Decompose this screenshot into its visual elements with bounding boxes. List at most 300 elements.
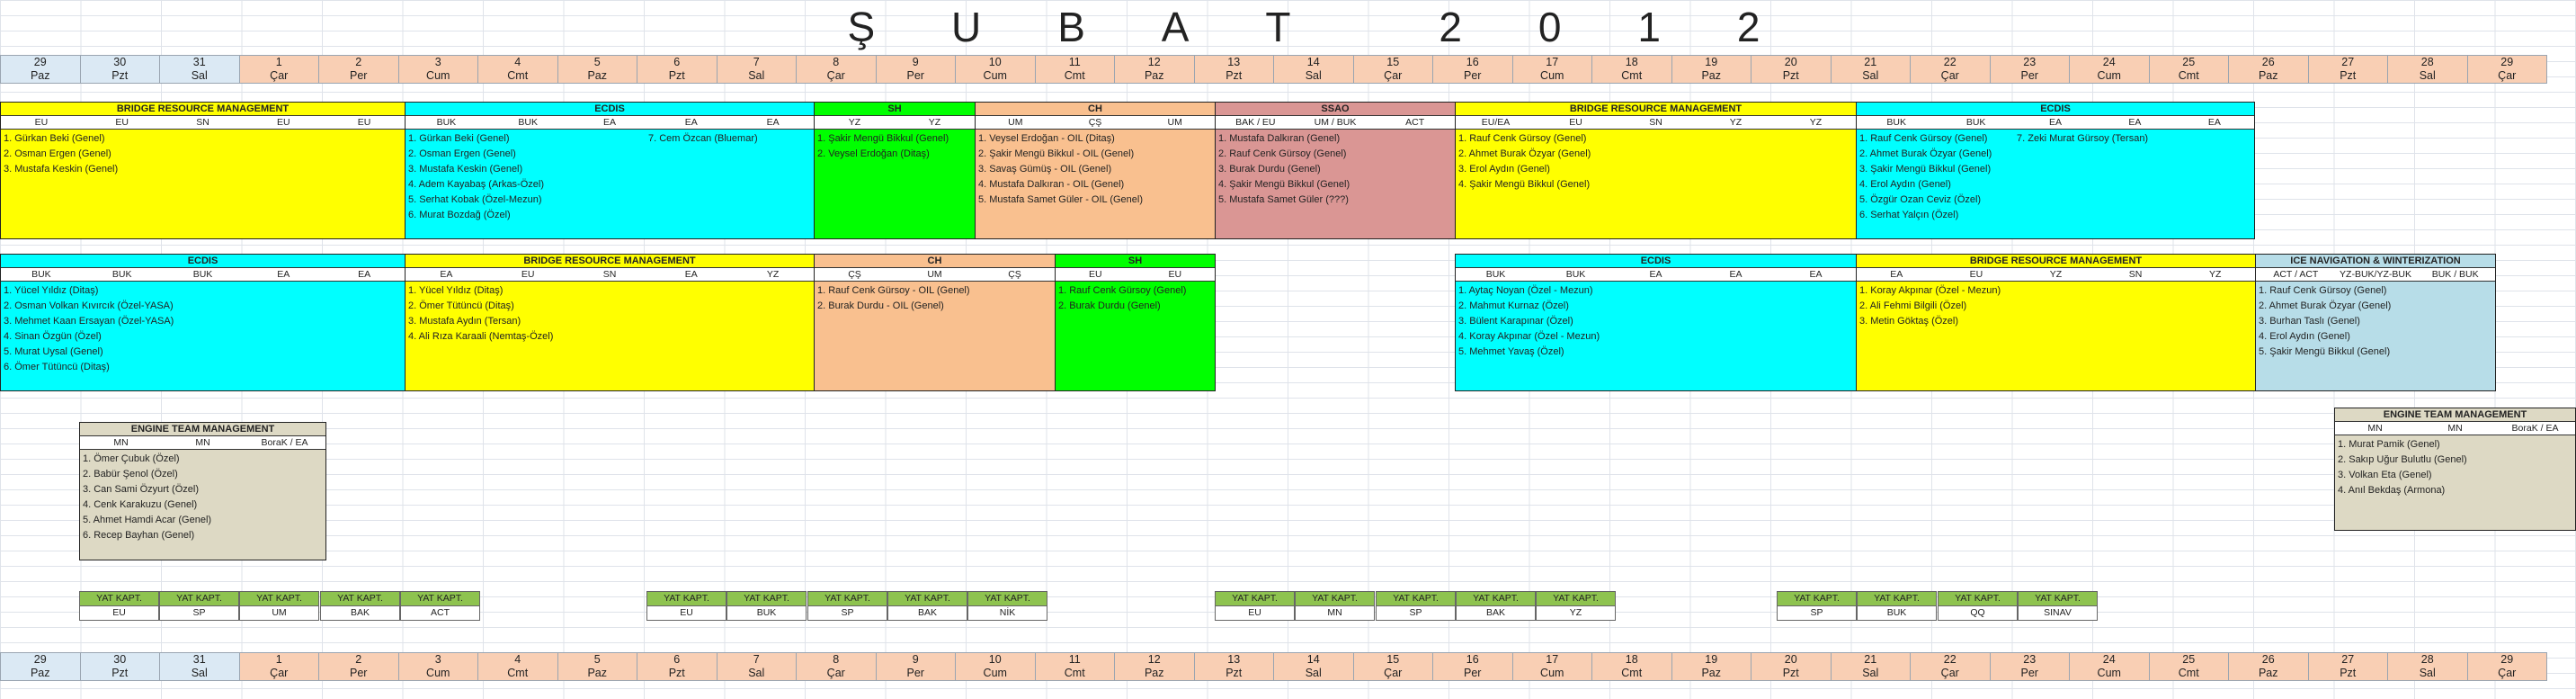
date-number: 1 — [275, 653, 282, 666]
weekday-label: Sal — [748, 667, 765, 679]
participant: 2. Ahmet Burak Özyar (Genel) — [2259, 300, 2392, 311]
instructor-codes — [1857, 116, 2254, 130]
yat-kapt-label: YAT KAPT. — [80, 592, 158, 606]
yat-kapt-cell — [400, 591, 480, 621]
weekday-label: Çar — [826, 667, 845, 679]
title-letter: A — [1161, 4, 1190, 50]
block-brm-3 — [405, 254, 815, 391]
course-title: SH — [815, 103, 975, 116]
date-cell[interactable] — [477, 55, 558, 84]
weekday-label: Cmt — [2178, 69, 2199, 82]
date-number: 16 — [1466, 56, 1479, 68]
date-cell[interactable] — [955, 652, 1036, 681]
date-cell[interactable] — [1194, 55, 1275, 84]
yat-kapt-cell — [726, 591, 807, 621]
course-title: CH — [976, 103, 1215, 116]
date-cell[interactable] — [1273, 652, 1354, 681]
date-cell[interactable] — [1751, 652, 1832, 681]
participant: 3. Savaş Gümüş - OIL (Genel) — [978, 163, 1112, 175]
yat-kapt-code: EU — [80, 606, 158, 620]
date-number: 23 — [2023, 653, 2037, 666]
date-number: 28 — [2420, 56, 2434, 68]
date-cell[interactable] — [1591, 652, 1672, 681]
date-number: 21 — [1864, 56, 1877, 68]
participant: 3. Mustafa Keskin (Genel) — [4, 163, 119, 175]
participant: 1. Gürkan Beki (Genel) — [4, 133, 105, 144]
yat-kapt-label: YAT KAPT. — [1296, 592, 1374, 606]
participant: 2. Burak Durdu - OIL (Genel) — [817, 300, 944, 311]
yat-kapt-code: SP — [808, 606, 887, 620]
date-header-row-bottom — [0, 652, 2576, 681]
date-cell[interactable] — [1671, 55, 1752, 84]
yat-kapt-cell — [1536, 591, 1616, 621]
participant-list — [2256, 282, 2495, 390]
instructor-code: MN — [2447, 423, 2463, 434]
instructor-code: BUK — [518, 117, 538, 128]
weekday-label: Pzt — [2340, 667, 2357, 679]
participant: 5. Murat Uysal (Genel) — [4, 345, 103, 357]
date-cell[interactable] — [796, 652, 877, 681]
date-number: 7 — [753, 653, 760, 666]
date-number: 13 — [1227, 56, 1241, 68]
weekday-label: Cum — [983, 667, 1007, 679]
date-number: 12 — [1147, 653, 1161, 666]
weekday-label: Paz — [30, 69, 50, 82]
instructor-code: BUK — [31, 269, 51, 280]
participant: 4. Şakir Mengü Bikkul (Genel) — [1218, 178, 1350, 190]
course-title: SSAO — [1216, 103, 1455, 116]
date-cell[interactable] — [1353, 652, 1434, 681]
participant-list — [1216, 130, 1455, 238]
participant: 3. Şakir Mengü Bikkul (Genel) — [1859, 163, 1992, 175]
date-cell[interactable] — [2387, 652, 2468, 681]
weekday-label: Pzt — [1782, 667, 1799, 679]
instructor-code: EA — [602, 117, 616, 128]
title-letter: 2 — [1736, 4, 1760, 50]
date-cell[interactable] — [1671, 652, 1752, 681]
participant: 2. Ahmet Burak Özyar (Genel) — [1458, 148, 1591, 159]
instructor-code: EU — [1088, 269, 1102, 280]
weekday-label: Per — [350, 69, 368, 82]
instructor-code: EU — [115, 117, 129, 128]
weekday-label: Sal — [1305, 69, 1322, 82]
instructor-code: BUK — [1886, 117, 1906, 128]
instructor-code: EA — [358, 269, 371, 280]
date-header-row-top — [0, 55, 2576, 84]
date-cell[interactable] — [318, 55, 399, 84]
date-cell[interactable] — [796, 55, 877, 84]
date-cell[interactable] — [1910, 652, 1991, 681]
date-number: 15 — [1386, 653, 1400, 666]
date-cell[interactable] — [159, 55, 240, 84]
yat-kapt-cell — [646, 591, 726, 621]
date-cell[interactable] — [1035, 652, 1116, 681]
participant: 3. Erol Aydın (Genel) — [1458, 163, 1550, 175]
yat-kapt-code: SP — [160, 606, 238, 620]
date-cell[interactable] — [2069, 652, 2150, 681]
title-letter: 0 — [1538, 4, 1562, 50]
date-number: 9 — [912, 653, 919, 666]
participant-list — [80, 450, 325, 560]
weekday-label: Paz — [587, 69, 608, 82]
instructor-codes — [1216, 116, 1455, 130]
date-cell[interactable] — [717, 652, 798, 681]
weekday-label: Paz — [587, 667, 608, 679]
instructor-code: BUK / BUK — [2431, 269, 2479, 280]
block-engine-team-1 — [79, 422, 326, 560]
date-cell[interactable] — [637, 652, 718, 681]
date-cell[interactable] — [2308, 652, 2389, 681]
date-cell[interactable] — [1990, 55, 2071, 84]
participant-list — [1, 130, 405, 238]
weekday-label: Pzt — [111, 69, 129, 82]
participant: 2. Osman Ergen (Genel) — [408, 148, 516, 159]
participant-list — [1, 282, 405, 390]
yat-kapt-cell — [1938, 591, 2018, 621]
weekday-label: Cum — [2097, 69, 2121, 82]
date-cell[interactable] — [1114, 55, 1195, 84]
participant: 2. Osman Volkan Kıvırcık (Özel-YASA) — [4, 300, 174, 311]
date-number: 4 — [514, 56, 521, 68]
date-number: 23 — [2023, 56, 2037, 68]
instructor-code: EA — [277, 269, 290, 280]
date-cell[interactable] — [2467, 652, 2548, 681]
date-number: 4 — [514, 653, 521, 666]
date-cell[interactable] — [955, 55, 1036, 84]
course-title: BRIDGE RESOURCE MANAGEMENT — [1456, 103, 1856, 116]
participant: 4. Erol Aydın (Genel) — [2259, 330, 2350, 342]
instructor-code: BUK — [436, 117, 457, 128]
yat-kapt-cell — [320, 591, 400, 621]
date-number: 27 — [2341, 56, 2355, 68]
instructor-code: EA — [684, 117, 698, 128]
date-cell[interactable] — [1591, 55, 1672, 84]
date-number: 25 — [2182, 56, 2196, 68]
instructor-code: BAK / EU — [1235, 117, 1276, 128]
block-ssao — [1215, 102, 1456, 239]
participant-list — [1056, 282, 1215, 390]
date-cell[interactable] — [0, 652, 81, 681]
yat-kapt-label: YAT KAPT. — [888, 592, 967, 606]
weekday-label: Cum — [426, 69, 450, 82]
instructor-codes — [976, 116, 1215, 130]
instructor-code: EU — [521, 269, 535, 280]
participant: 2. Ömer Tütüncü (Ditaş) — [408, 300, 514, 311]
date-cell[interactable] — [1910, 55, 1991, 84]
date-cell[interactable] — [239, 652, 320, 681]
date-cell[interactable] — [1035, 55, 1116, 84]
block-ch-1 — [975, 102, 1216, 239]
instructor-code: EU — [276, 117, 290, 128]
weekday-label: Sal — [748, 69, 765, 82]
date-number: 22 — [1943, 56, 1957, 68]
date-number: 18 — [1625, 56, 1638, 68]
instructor-code: BUK — [1965, 117, 1986, 128]
title-letter: U — [951, 4, 982, 50]
yat-kapt-label: YAT KAPT. — [968, 592, 1047, 606]
weekday-label: Paz — [1144, 69, 1164, 82]
participant: 4. Sinan Özgün (Özel) — [4, 330, 102, 342]
course-title: BRIDGE RESOURCE MANAGEMENT — [406, 255, 814, 268]
instructor-code: MN — [113, 437, 129, 448]
weekday-label: Paz — [2258, 69, 2278, 82]
weekday-label: Paz — [1701, 667, 1722, 679]
yat-kapt-cell — [79, 591, 159, 621]
date-cell[interactable] — [80, 652, 161, 681]
participant: 2. Babür Şenol (Özel) — [83, 468, 178, 479]
instructor-code: EU — [357, 117, 371, 128]
instructor-code: ÇŞ — [1088, 117, 1102, 128]
date-cell[interactable] — [1194, 652, 1275, 681]
date-number: 29 — [2500, 56, 2514, 68]
yat-kapt-cell — [887, 591, 967, 621]
date-cell[interactable] — [2467, 55, 2548, 84]
date-number: 30 — [113, 653, 127, 666]
date-cell[interactable] — [1273, 55, 1354, 84]
yat-kapt-cell — [2018, 591, 2098, 621]
date-number: 17 — [1546, 653, 1559, 666]
instructor-code: EA — [766, 117, 780, 128]
weekday-label: Per — [906, 667, 924, 679]
participant: 1. Veysel Erdoğan - OIL (Ditaş) — [978, 133, 1115, 144]
instructor-code: YZ-BUK/YZ-BUK — [2340, 269, 2411, 280]
date-number: 24 — [2102, 653, 2116, 666]
weekday-label: Cum — [983, 69, 1007, 82]
date-cell[interactable] — [477, 652, 558, 681]
instructor-code: EA — [2207, 117, 2221, 128]
date-cell[interactable] — [1751, 55, 1832, 84]
participant: 5. Özgür Ozan Ceviz (Özel) — [1859, 193, 1982, 205]
date-cell[interactable] — [2149, 55, 2230, 84]
instructor-code: SN — [196, 117, 209, 128]
participant: 3. Burak Durdu (Genel) — [1218, 163, 1321, 175]
instructor-code: EU — [1569, 117, 1582, 128]
date-cell[interactable] — [1353, 55, 1434, 84]
date-cell[interactable] — [1512, 55, 1593, 84]
yat-kapt-label: YAT KAPT. — [727, 592, 806, 606]
date-number: 17 — [1546, 56, 1559, 68]
date-number: 11 — [1068, 56, 1081, 68]
weekday-label: Per — [2020, 69, 2038, 82]
date-number: 1 — [275, 56, 282, 68]
participant: 2. Ali Fehmi Bilgili (Özel) — [1859, 300, 1967, 311]
instructor-codes — [2256, 268, 2495, 282]
date-number: 24 — [2102, 56, 2116, 68]
date-cell[interactable] — [1432, 55, 1513, 84]
date-cell[interactable] — [2387, 55, 2468, 84]
date-cell[interactable] — [239, 55, 320, 84]
yat-kapt-cell — [1456, 591, 1536, 621]
participant: 6. Ömer Tütüncü (Ditaş) — [4, 361, 110, 372]
date-cell[interactable] — [1432, 652, 1513, 681]
instructor-codes — [1857, 268, 2255, 282]
weekday-label: Cum — [2097, 667, 2121, 679]
yat-kapt-label: YAT KAPT. — [401, 592, 479, 606]
title-letter: Ş — [847, 4, 876, 50]
instructor-codes — [2335, 422, 2575, 435]
instructor-code: YZ — [1729, 117, 1743, 128]
date-cell[interactable] — [318, 652, 399, 681]
instructor-code: SN — [1649, 117, 1662, 128]
instructor-codes — [1, 268, 405, 282]
participant: 3. Volkan Eta (Genel) — [2338, 469, 2432, 480]
block-ecdis-4 — [1455, 254, 1857, 391]
yat-kapt-label: YAT KAPT. — [808, 592, 887, 606]
participant: 5. Mehmet Yavaş (Özel) — [1458, 345, 1564, 357]
participant: 2. Burak Durdu (Genel) — [1058, 300, 1161, 311]
instructor-code: BUK — [111, 269, 132, 280]
instructor-code: BUK — [1565, 269, 1586, 280]
block-ecdis-1 — [405, 102, 815, 239]
course-title: ECDIS — [1857, 103, 2254, 116]
date-cell[interactable] — [2228, 55, 2309, 84]
date-number: 6 — [673, 653, 681, 666]
date-cell[interactable] — [398, 55, 479, 84]
yat-kapt-cell — [967, 591, 1047, 621]
date-cell[interactable] — [0, 55, 81, 84]
instructor-code: EA — [1890, 269, 1903, 280]
date-cell[interactable] — [876, 652, 957, 681]
weekday-label: Pzt — [1226, 667, 1243, 679]
weekday-label: Paz — [1144, 667, 1164, 679]
yat-kapt-code: ACT — [401, 606, 479, 620]
yat-kapt-label: YAT KAPT. — [2019, 592, 2097, 606]
course-title: BRIDGE RESOURCE MANAGEMENT — [1, 103, 405, 116]
date-cell[interactable] — [398, 652, 479, 681]
weekday-label: Çar — [1384, 69, 1403, 82]
yat-kapt-code: BAK — [1457, 606, 1535, 620]
date-number: 2 — [355, 653, 362, 666]
instructor-code: EU — [34, 117, 49, 128]
instructor-code: UM — [927, 269, 942, 280]
date-cell[interactable] — [557, 55, 638, 84]
yat-kapt-code: BUK — [727, 606, 806, 620]
date-number: 26 — [2261, 653, 2275, 666]
instructor-code: ÇŞ — [1008, 269, 1021, 280]
date-number: 3 — [434, 653, 441, 666]
yat-kapt-code: QQ — [1939, 606, 2017, 620]
weekday-label: Cmt — [1064, 667, 1085, 679]
date-number: 14 — [1306, 653, 1320, 666]
participant: 3. Metin Göktaş (Özel) — [1859, 315, 1959, 327]
date-number: 29 — [33, 56, 47, 68]
participant: 1. Yücel Yıldız (Ditaş) — [408, 285, 504, 296]
participant: 2. Rauf Cenk Gürsoy (Genel) — [1218, 148, 1347, 159]
date-number: 3 — [434, 56, 441, 68]
date-cell[interactable] — [1831, 55, 1912, 84]
date-cell[interactable] — [1114, 652, 1195, 681]
date-cell[interactable] — [2069, 55, 2150, 84]
date-number: 14 — [1306, 56, 1320, 68]
instructor-code: BoraK / EA — [2511, 423, 2559, 434]
yat-kapt-cell — [807, 591, 887, 621]
date-cell[interactable] — [2149, 652, 2230, 681]
weekday-label: Sal — [2419, 69, 2436, 82]
date-number: 5 — [593, 56, 601, 68]
title-letter: 2 — [1439, 4, 1462, 50]
date-cell[interactable] — [1512, 652, 1593, 681]
participant: 3. Can Sami Özyurt (Özel) — [83, 483, 199, 495]
participant: 4. Ali Rıza Karaali (Nemtaş-Özel) — [408, 330, 554, 342]
date-cell[interactable] — [557, 652, 638, 681]
date-number: 31 — [192, 56, 206, 68]
instructor-codes — [1456, 116, 1856, 130]
instructor-code: UM — [1167, 117, 1182, 128]
date-number: 19 — [1705, 653, 1718, 666]
date-cell[interactable] — [876, 55, 957, 84]
participant: 2. Veysel Erdoğan (Ditaş) — [817, 148, 930, 159]
instructor-code: ACT — [1405, 117, 1425, 128]
participant-list — [1857, 130, 2254, 238]
participant: 2. Sakıp Uğur Bulutlu (Genel) — [2338, 453, 2467, 465]
weekday-label: Cmt — [1621, 667, 1643, 679]
participant: 5. Mustafa Samet Güler (???) — [1218, 193, 1349, 205]
date-cell[interactable] — [80, 55, 161, 84]
instructor-code: EU — [1969, 269, 1983, 280]
yat-kapt-cell — [239, 591, 319, 621]
participant: 6. Murat Bozdağ (Özel) — [408, 209, 511, 220]
participant: 3. Mustafa Keskin (Genel) — [408, 163, 523, 175]
weekday-label: Cmt — [507, 667, 529, 679]
instructor-code: EU — [1168, 269, 1182, 280]
date-cell[interactable] — [2228, 652, 2309, 681]
date-cell[interactable] — [1990, 652, 2071, 681]
date-number: 2 — [355, 56, 362, 68]
participant: 4. Şakir Mengü Bikkul (Genel) — [1458, 178, 1591, 190]
date-number: 15 — [1386, 56, 1400, 68]
course-title: ICE NAVIGATION & WINTERIZATION — [2256, 255, 2495, 268]
date-number: 20 — [1784, 56, 1797, 68]
date-number: 29 — [33, 653, 47, 666]
participant: 1. Rauf Cenk Gürsoy - OIL (Genel) — [817, 285, 970, 296]
date-cell[interactable] — [2308, 55, 2389, 84]
date-number: 27 — [2341, 653, 2355, 666]
weekday-label: Çar — [1384, 667, 1403, 679]
yat-kapt-label: YAT KAPT. — [1216, 592, 1294, 606]
instructor-code: EA — [1649, 269, 1662, 280]
weekday-label: Sal — [1305, 667, 1322, 679]
weekday-label: Çar — [2498, 667, 2517, 679]
weekday-label: Çar — [270, 667, 289, 679]
instructor-code: YZ — [2049, 269, 2063, 280]
yat-kapt-code: SP — [1778, 606, 1856, 620]
block-ice-navigation — [2255, 254, 2496, 391]
weekday-label: Çar — [826, 69, 845, 82]
date-cell[interactable] — [1831, 652, 1912, 681]
participant: 1. Şakir Mengü Bikkul (Genel) — [817, 133, 949, 144]
instructor-codes — [815, 116, 975, 130]
date-number: 9 — [912, 56, 919, 68]
yat-kapt-code: NİK — [968, 606, 1047, 620]
block-brm-2 — [1455, 102, 1857, 239]
date-number: 6 — [673, 56, 681, 68]
participant: 1. Aytaç Noyan (Özel - Mezun) — [1458, 285, 1593, 296]
yat-kapt-cell — [1777, 591, 1857, 621]
weekday-label: Cum — [1540, 667, 1564, 679]
date-cell[interactable] — [717, 55, 798, 84]
date-number: 5 — [593, 653, 601, 666]
date-cell[interactable] — [637, 55, 718, 84]
date-number: 12 — [1147, 56, 1161, 68]
instructor-code: BUK — [192, 269, 213, 280]
yat-kapt-label: YAT KAPT. — [647, 592, 726, 606]
weekday-label: Per — [1464, 667, 1482, 679]
yat-kapt-code: SP — [1377, 606, 1455, 620]
weekday-label: Per — [1464, 69, 1482, 82]
participant: 2. Ahmet Burak Özyar (Genel) — [1859, 148, 1992, 159]
date-cell[interactable] — [159, 652, 240, 681]
yat-kapt-code: MN — [1296, 606, 1374, 620]
